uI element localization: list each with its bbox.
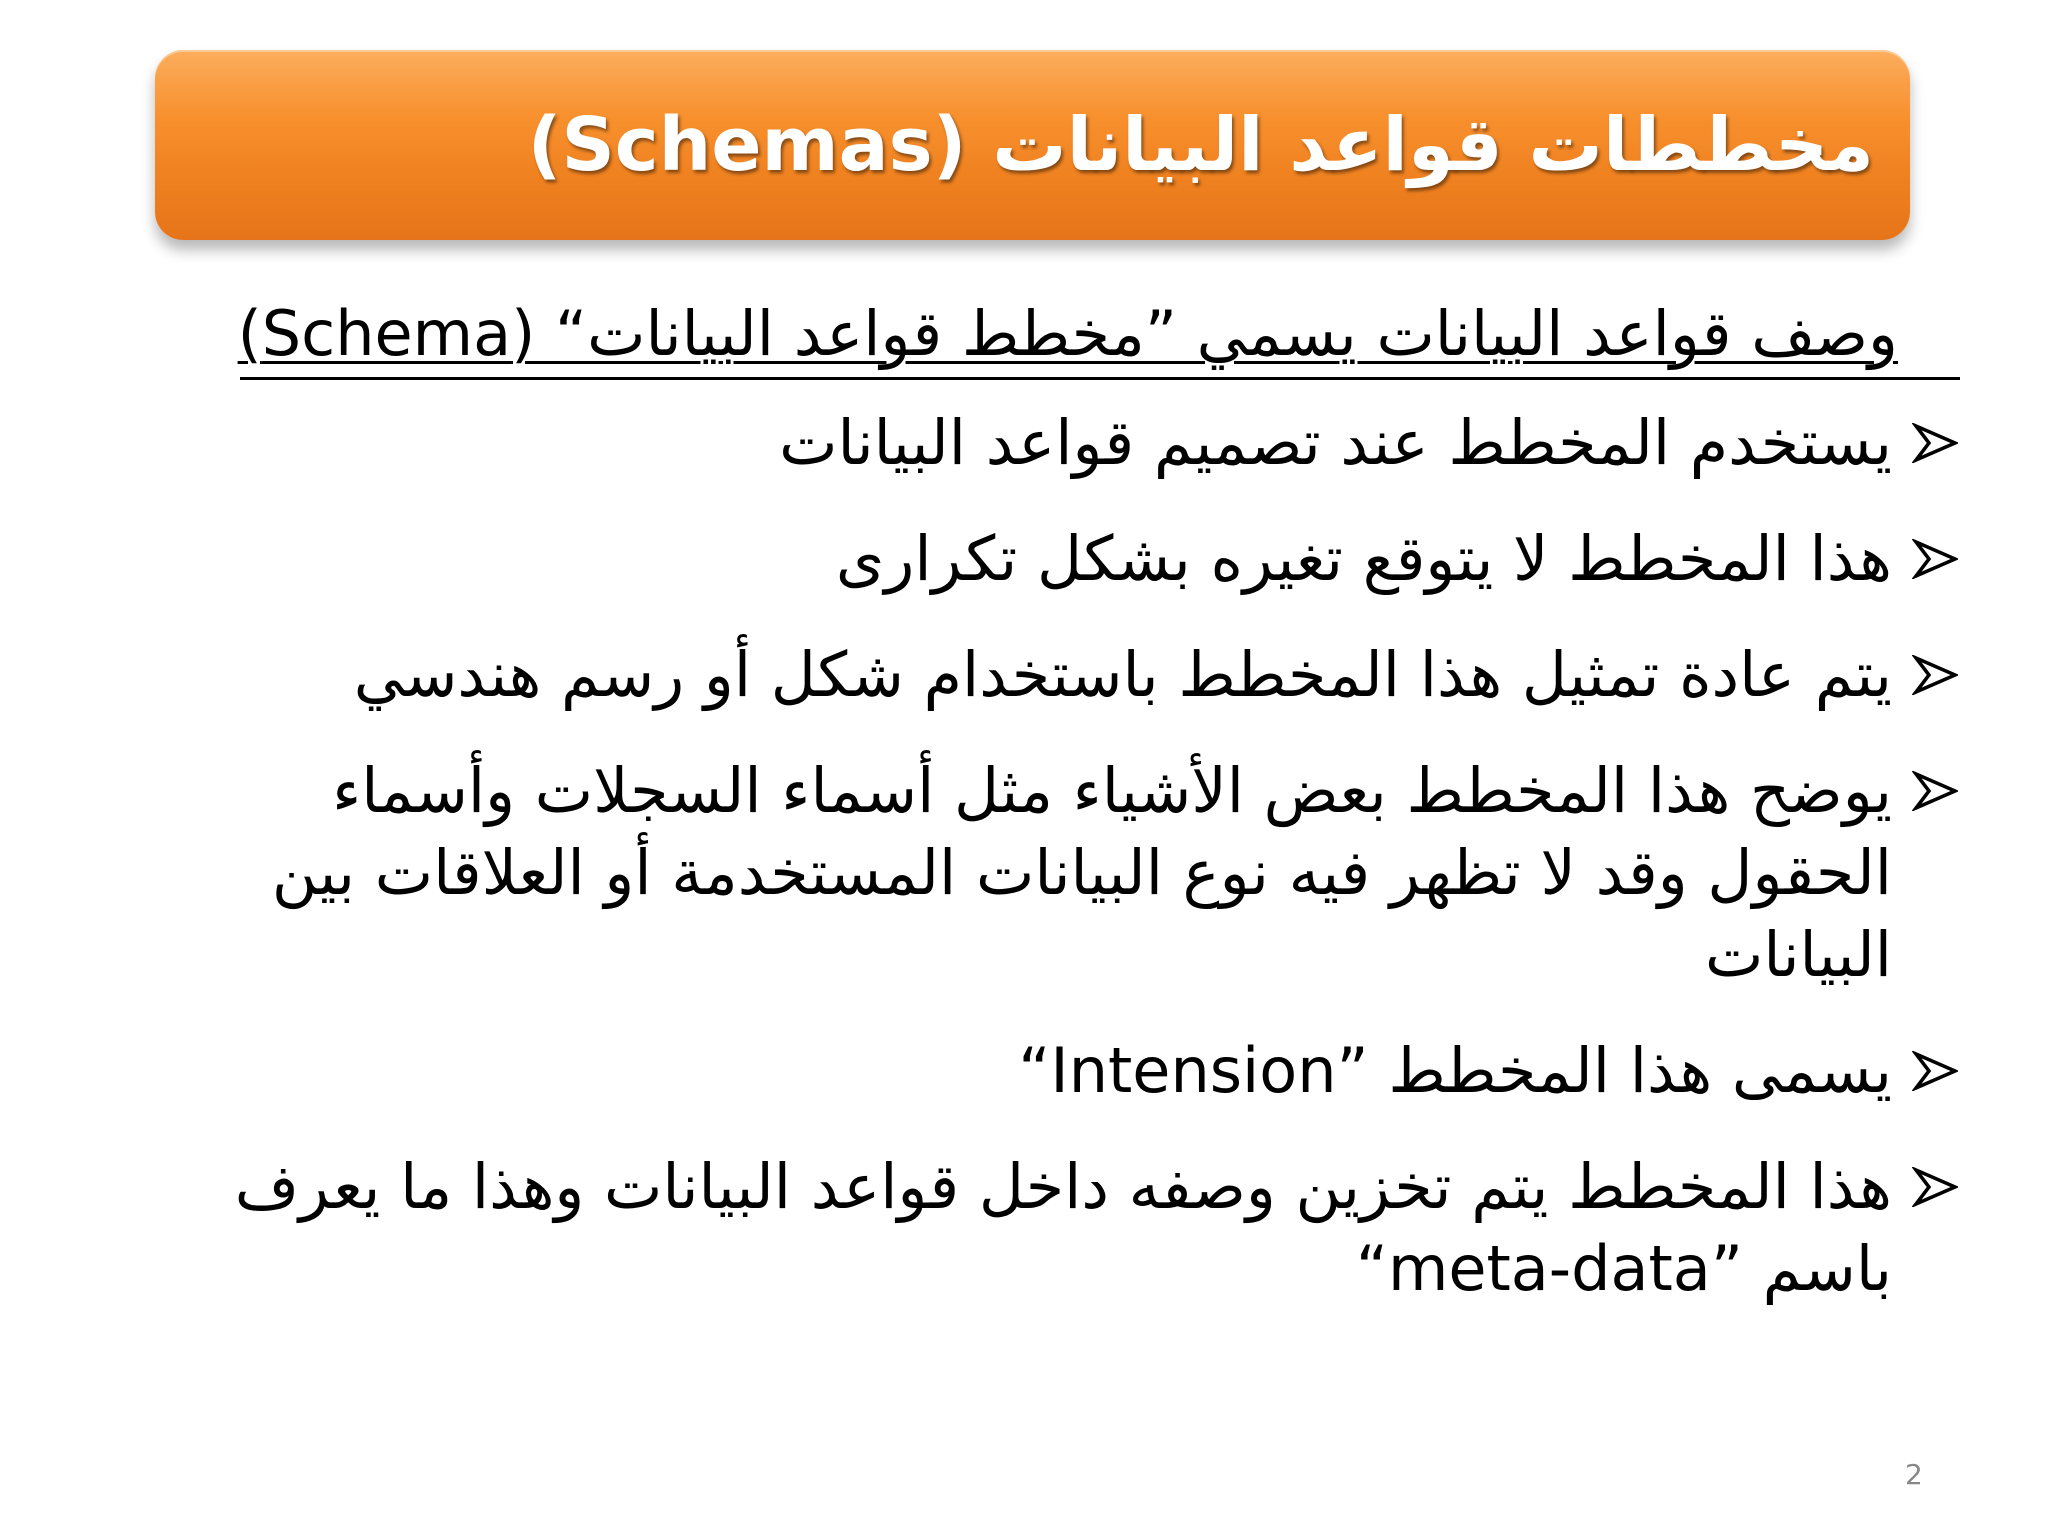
bullet-item [218,1030,1958,1112]
arrowhead-bullet-icon [1906,1030,1958,1112]
title-banner [155,50,1910,240]
arrowhead-bullet-icon [1906,402,1958,484]
bullet-list [218,402,1958,1344]
bullet-item [218,1146,1958,1310]
bullet-item [218,518,1958,600]
subtitle-line [237,290,1960,380]
arrowhead-bullet-icon [1906,750,1958,832]
page-number: 2 [1905,1458,1923,1491]
bullet-item [218,750,1958,996]
arrowhead-bullet-icon [1906,1146,1958,1228]
bullet-text: هذا المخطط لا يتوقع تغيره بشكل تكرارى [835,522,1892,595]
bullet-text: يتم عادة تمثيل هذا المخطط باستخدام شكل أو رسم هندسي [353,638,1892,711]
subtitle-text: وصف قواعد البيانات يسمي ”مخطط قواعد البيانات“ (Schema) [237,297,1898,370]
arrowhead-bullet-icon [1906,518,1958,600]
bullet-text: يسمى هذا المخطط ”Intension“ [1018,1034,1892,1107]
bullet-text: يوضح هذا المخطط بعض الأشياء مثل أسماء السجلات وأسماء الحقول وقد لا تظهر فيه نوع البيانات المستخدمة أو العلاقات بين البيانات [271,754,1892,991]
bullet-item [218,402,1958,484]
bullet-item [218,634,1958,716]
bullet-text: يستخدم المخطط عند تصميم قواعد البيانات [779,406,1892,479]
arrowhead-bullet-icon [1906,634,1958,716]
slide-title: مخططات قواعد البيانات (Schemas) [527,102,1874,188]
bullet-text: هذا المخطط يتم تخزين وصفه داخل قواعد البيانات وهذا ما يعرف باسم ”meta-data“ [234,1150,1892,1305]
